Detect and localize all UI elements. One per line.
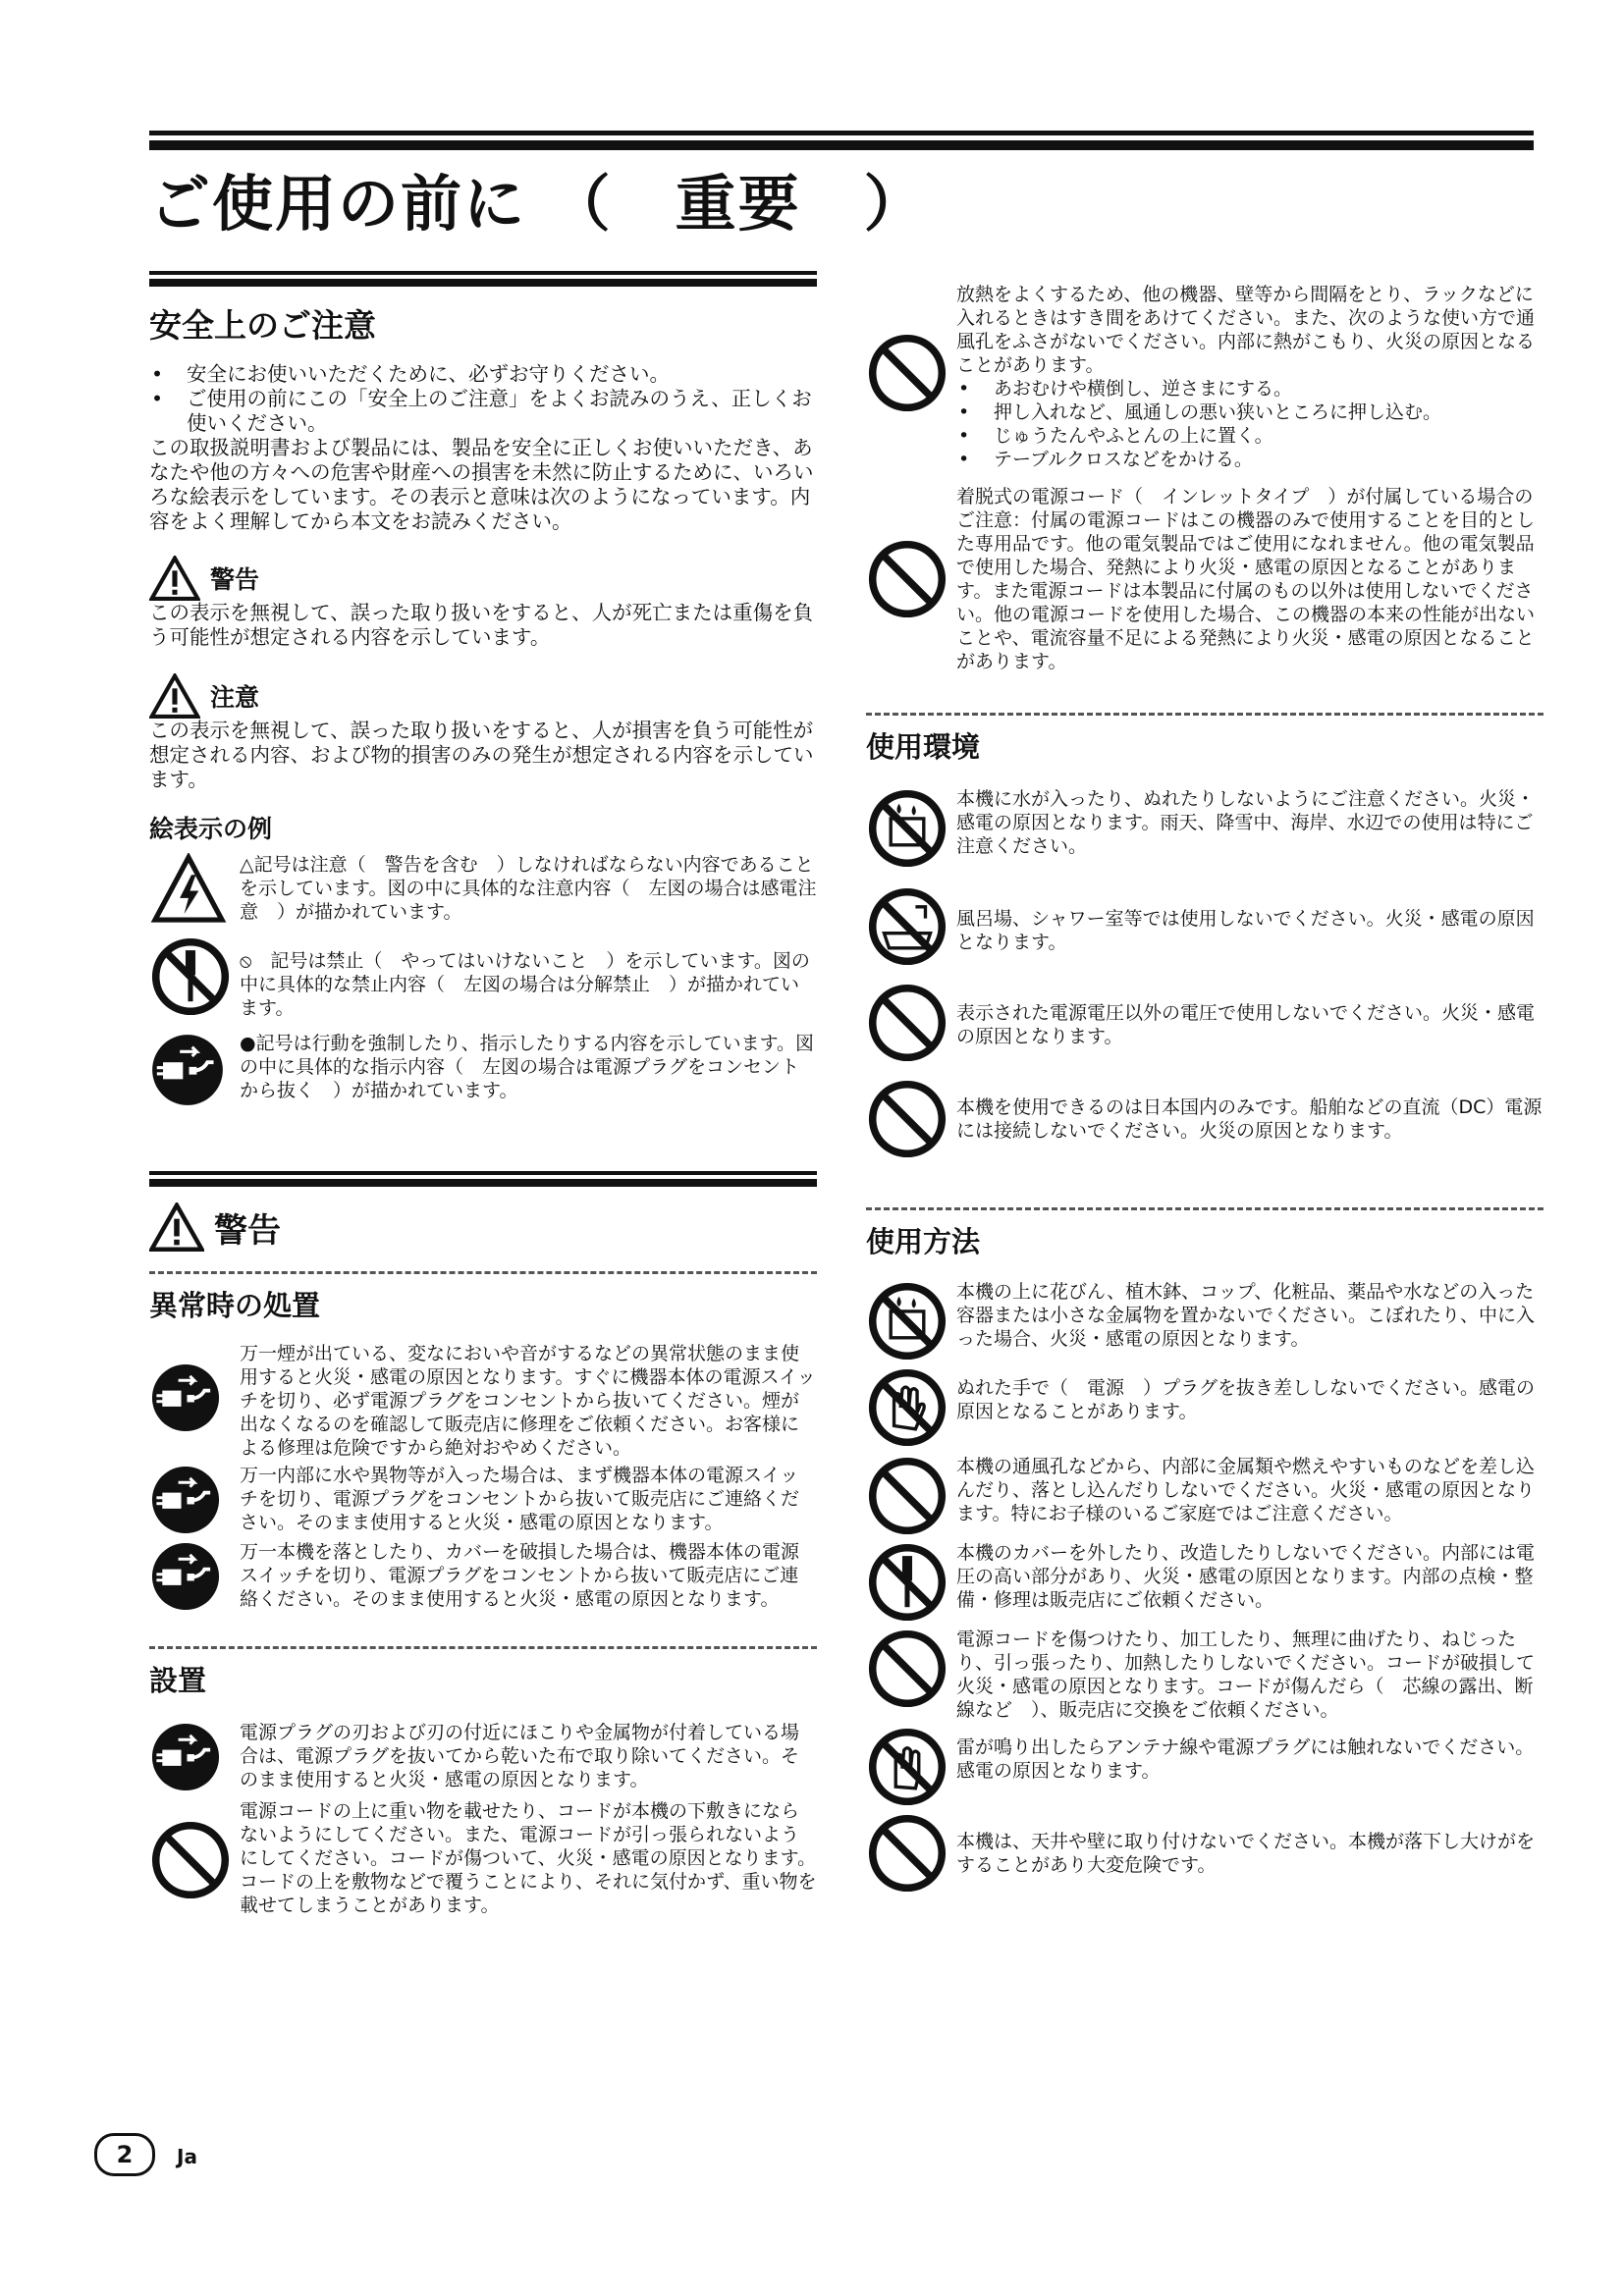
item-row (149, 1464, 817, 1536)
item-text: ぬれた手で（ 電源 ）プラグを抜き差ししないでください。感電の原因となることがあります。 (956, 1377, 1536, 1422)
divider (149, 1646, 817, 1649)
ventilation-intro: 放熱をよくするため、他の機器、壁等から間隔をとり、ラックなどに入れるときはすき間をあけてください。また、次のような使い方で通風孔をふさがないでください。内部に熱がこもり、火災の原因となることがあります。 (956, 284, 1536, 376)
item-row (149, 1342, 817, 1460)
warning-label-row (149, 556, 817, 601)
no-water-icon (866, 787, 948, 870)
item-text: 本機のカバーを外したり、改造したりしないでください。内部には電圧の高い部分があり、火災・感電の原因となります。内部の点検・整備・修理は販売店にご依頼ください。 (956, 1542, 1536, 1611)
caution-description: この表示を無視して、誤った取り扱いをすると、人が損害を負う可能性が想定される内容、および物的損害のみの発生が想定される内容を示しています。 (149, 719, 814, 791)
item-text: 電源コードの上に重い物を載せたり、コードが本機の下敷きにならないようにしてください。また、電源コードが引っ張られないようにしてください。コードが傷ついて、火災・感電の原因となります。コードの上を敷物などで覆うことにより、それに気付かず、重い物を載せてしまうことがあります。 (240, 1800, 817, 1916)
page-title: ご使用の前に （ 重要 ） (149, 168, 927, 240)
unplug-icon (149, 1362, 222, 1434)
prohibited-icon (866, 982, 948, 1064)
item-row (866, 1455, 1543, 1537)
right-column (866, 283, 1543, 1895)
prohibited-icon (866, 1812, 948, 1895)
item-row (149, 1799, 817, 1917)
caution-triangle-icon (149, 673, 200, 719)
list-item: • 押し入れなど、風通しの悪い狭いところに押し込む。 (956, 400, 1543, 424)
no-disassembly-icon (866, 1541, 948, 1624)
safety-heading: 安全上のご注意 (149, 306, 376, 345)
no-shower-icon (866, 885, 948, 968)
list-item: • あおむけや横倒し、逆さまにする。 (956, 377, 1543, 400)
unplug-icon (149, 1540, 222, 1613)
item-row (866, 1812, 1543, 1895)
prohibited-icon (866, 332, 948, 414)
prohibited-icon (149, 1819, 232, 1901)
example-row (149, 1032, 817, 1108)
language-code: Ja (177, 2145, 197, 2168)
environment-heading: 使用環境 (866, 730, 981, 764)
item-text: 本機の通風孔などから、内部に金属類や燃えやすいものなどを差し込んだり、落とし込んだりしないでください。火災・感電の原因となります。特にお子様のいるご家庭ではご注意ください。 (956, 1456, 1536, 1524)
safety-intro: この取扱説明書および製品には、製品を安全に正しくお使いいただき、あなたや他の方々への危害や財産への損害を未然に防止するために、いろいろな絵表示をしています。その表示と意味は次のようになっています。内容をよく理解してから本文をお読みください。 (149, 436, 814, 533)
section-rule (149, 1171, 817, 1175)
item-row (149, 1540, 817, 1613)
item-text: 風呂場、シャワー室等では使用しないでください。火災・感電の原因となります。 (956, 908, 1535, 953)
item-text: 本機の上に花びん、植木鉢、コップ、化粧品、薬品や水などの入った容器または小さな金属物を置かないでください。こぼれたり、中に入った場合、火災・感電の原因となります。 (956, 1281, 1536, 1350)
item-row (866, 485, 1543, 673)
left-column (149, 271, 817, 1108)
item-text: 本機に水が入ったり、ぬれたりしないようにご注意ください。火災・感電の原因となります。雨天、降雪中、海岸、水辺での使用は特にご注意ください。 (956, 788, 1536, 857)
item-row (866, 283, 1543, 471)
unplug-icon (149, 1721, 222, 1793)
item-row (866, 1726, 1543, 1808)
title-rule-thick (149, 140, 1534, 150)
no-water-icon (866, 1280, 948, 1362)
prohibited-icon (866, 538, 948, 620)
list-item: • ご使用の前にこの「安全上のご注意」をよくお読みのうえ、正しくお使いください。 (149, 387, 817, 436)
no-wet-hands-icon (866, 1366, 948, 1449)
warning-triangle-icon (149, 556, 200, 601)
title-rule-thin (149, 131, 1534, 135)
electric-shock-warning-icon (149, 853, 228, 926)
item-row (866, 1628, 1543, 1722)
ventilation-list (956, 377, 1543, 471)
item-row (866, 1366, 1543, 1449)
usage-heading: 使用方法 (866, 1225, 981, 1258)
cord-text: 着脱式の電源コード（ インレットタイプ ）が付属している場合のご注意：付属の電源コードはこの機器のみで使用することを目的とした専用品です。他の電気製品ではご使用になれません。他の電気製品で使用した場合、発熱により火災・感電の原因となることがあります。また電源コードは本製品に付属のもの以外は使用しないでください。他の電源コードを使用した場合、この機器の本来の性能が出ないことや、電流容量不足による発熱により火災・感電の原因となることがあります。 (956, 486, 1536, 672)
warning-description: この表示を無視して、誤った取り扱いをすると、人が死亡または重傷を負う可能性が想定される内容を示しています。 (149, 601, 814, 649)
item-row (866, 1078, 1543, 1160)
item-row (866, 982, 1543, 1064)
unplug-icon (149, 1032, 226, 1108)
divider (866, 1207, 1543, 1210)
item-row (866, 787, 1543, 870)
caution-label-row (149, 673, 817, 719)
item-text: 万一煙が出ている、変なにおいや音がするなどの異常状態のまま使用すると火災・感電の原因となります。すぐに機器本体の電源スイッチを切り、必ず電源プラグをコンセントから抜いてください。煙が出なくなるのを確認して販売店に修理をご依頼ください。お客様による修理は危険ですから絶対おやめください。 (240, 1343, 816, 1459)
item-text: 万一本機を落としたり、カバーを破損した場合は、機器本体の電源スイッチを切り、電源プラグをコンセントから抜いて販売店にご連絡ください。そのまま使用すると火災・感電の原因となります。 (240, 1541, 800, 1610)
list-item: • じゅうたんやふとんの上に置く。 (956, 424, 1543, 448)
item-text: 電源コードを傷つけたり、加工したり、無理に曲げたり、ねじったり、引っ張ったり、加熱したりしないでください。コードが破損して火災・感電の原因となります。コードが傷んだら（ 芯線の露出、断線など ）、販売店に交換をご依頼ください。 (956, 1629, 1536, 1721)
divider (866, 713, 1543, 716)
example-heading: 絵表示の例 (149, 815, 273, 843)
example-row (149, 853, 817, 926)
item-row (866, 885, 1543, 968)
section-rule (149, 279, 817, 287)
item-text: 本機を使用できるのは日本国内のみです。船舶などの直流（DC）電源には接続しないでください。火災の原因となります。 (956, 1096, 1543, 1142)
item-row (149, 1721, 817, 1793)
item-row (866, 1280, 1543, 1362)
warning-section (149, 1171, 817, 1917)
safety-bullets (149, 362, 817, 436)
example-text: △記号は注意（ 警告を含む ）しなければならない内容であることを示しています。図の中に具体的な注意内容（ 左図の場合は感電注意 ）が描かれています。 (240, 854, 817, 923)
warning-heading-row (149, 1202, 817, 1252)
item-text: 電源プラグの刃および刃の付近にほこりや金属物が付着している場合は、電源プラグを抜いてから乾いた布で取り除いてください。そのまま使用すると火災・感電の原因となります。 (240, 1722, 800, 1790)
item-text: 雷が鳴り出したらアンテナ線や電源プラグには触れないでください。感電の原因となります。 (956, 1736, 1535, 1782)
install-heading: 設置 (149, 1664, 207, 1697)
prohibited-icon (866, 1455, 948, 1537)
example-row (149, 935, 817, 1020)
example-text: ●記号は行動を強制したり、指示したりする内容を示しています。図の中に具体的な指示内容（ 左図の場合は電源プラグをコンセントから抜く ）が描かれています。 (240, 1033, 815, 1101)
item-text: 本機は、天井や壁に取り付けないでください。本機が落下し大けがをすることがあり大変危険です。 (956, 1831, 1536, 1876)
list-item: • 安全にお使いいただくために、必ずお守りください。 (149, 362, 817, 387)
prohibited-icon (866, 1078, 948, 1160)
page-number: 2 (94, 2133, 155, 2176)
item-text: 万一内部に水や異物等が入った場合は、まず機器本体の電源スイッチを切り、電源プラグをコンセントから抜いて販売店にご連絡ください。そのまま使用すると火災・感電の原因となります。 (240, 1465, 800, 1533)
abnormal-heading: 異常時の処置 (149, 1289, 321, 1322)
list-item: • テーブルクロスなどをかける。 (956, 448, 1543, 471)
prohibited-icon (866, 1628, 948, 1710)
item-row (866, 1541, 1543, 1624)
warning-label: 警告 (210, 565, 260, 594)
caution-label: 注意 (210, 683, 260, 712)
item-text: 表示された電源電圧以外の電圧で使用しないでください。火災・感電の原因となります。 (956, 1002, 1536, 1047)
no-disassembly-icon (149, 935, 232, 1018)
no-touch-icon (866, 1726, 948, 1808)
warning-triangle-icon (149, 1202, 204, 1252)
warning-heading: 警告 (214, 1210, 281, 1251)
section-rule (149, 1179, 817, 1187)
example-text: ⦸ 記号は禁止（ やってはいけないこと ）を示しています。図の中に具体的な禁止内容（ 左図の場合は分解禁止 ）が描かれています。 (240, 950, 810, 1019)
divider (149, 1271, 817, 1274)
unplug-icon (149, 1464, 222, 1536)
section-rule (149, 271, 817, 275)
